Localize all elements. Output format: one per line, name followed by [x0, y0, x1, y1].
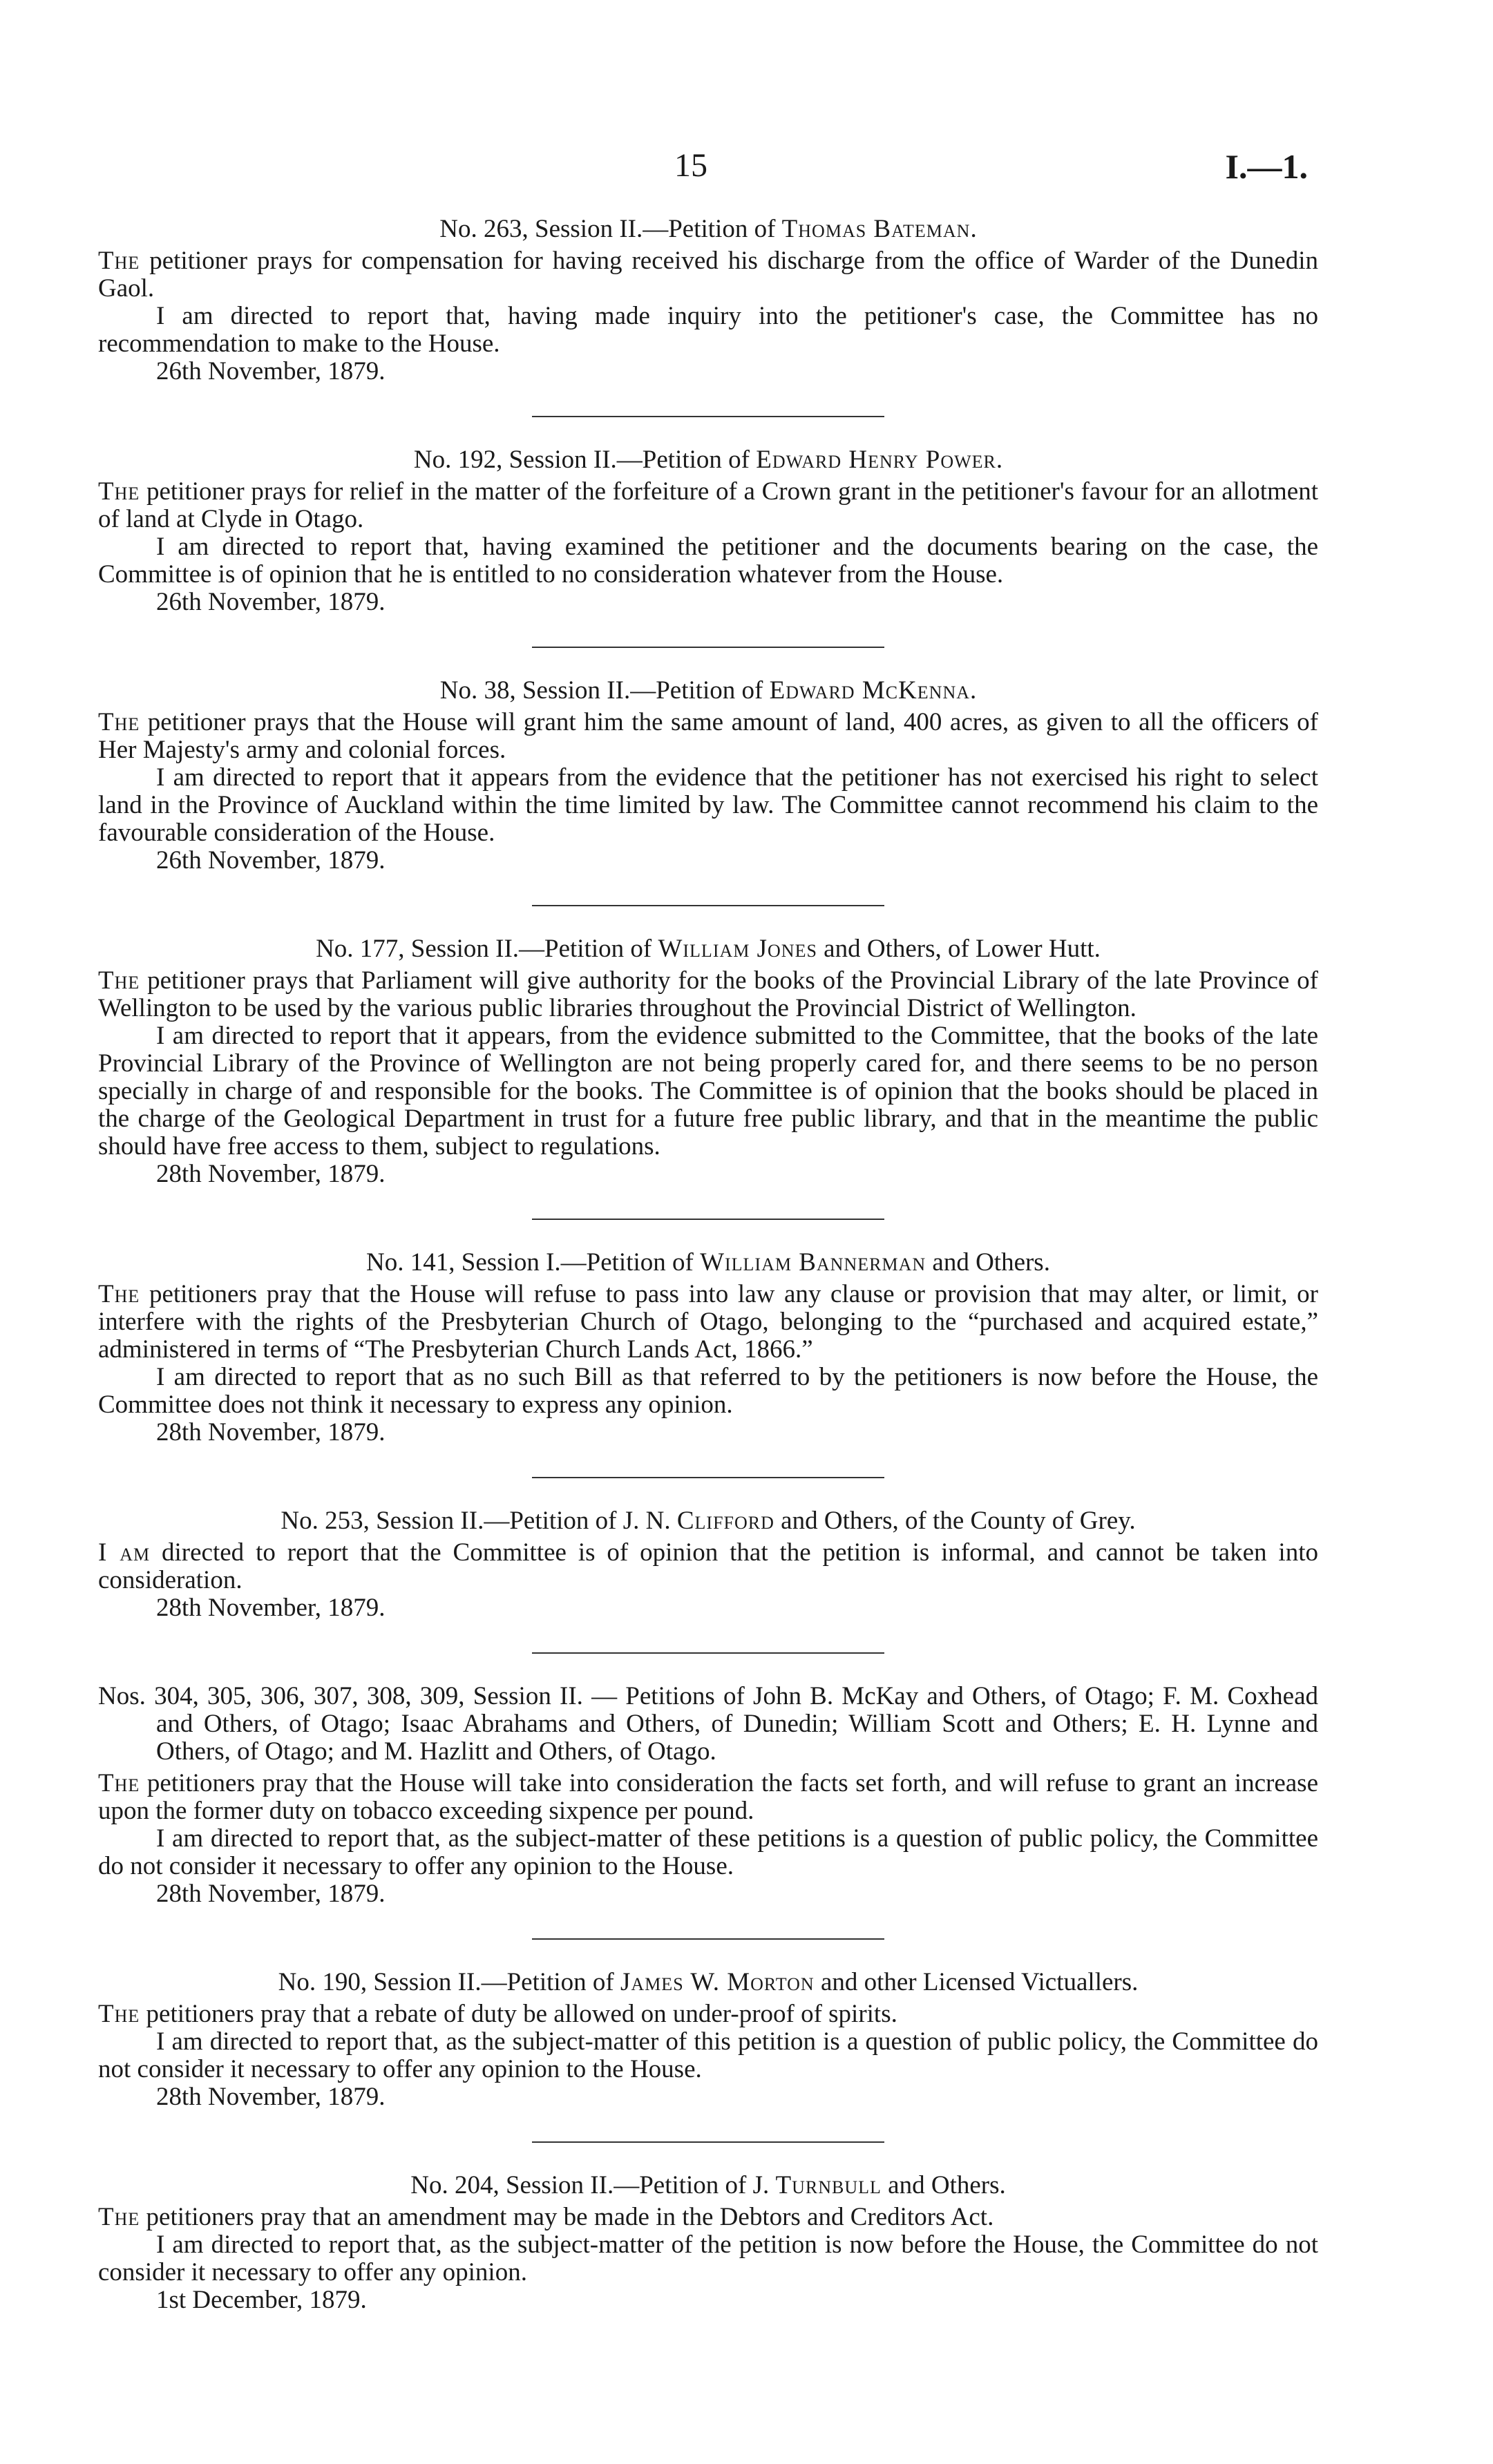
committee-report: I am directed to report that it appears, from the evidence submitted to the Committee, that the books of the late Provincial Library of the Province of Wellington are not being properly cared for, and there seems to be no person specially in charge of and responsible for the books. The Committee is of opinion that the books should be placed in the charge of the Geological Department in trust for a future free public library, and that in the meantime the public should have free access to them, subject to regulations.: [98, 1022, 1318, 1161]
petition-entry: [98, 1683, 1318, 1908]
report-date: 26th November, 1879.: [156, 588, 386, 616]
report-date: 26th November, 1879.: [156, 357, 386, 385]
section-divider: [532, 1652, 884, 1654]
section-divider: [532, 2141, 884, 2143]
petition-prayer: The petitioner prays for compensation for having received his discharge from the office of Warder of the Dunedin Gaol.: [98, 247, 1318, 303]
report-date: 28th November, 1879.: [156, 1880, 386, 1908]
petitioner-name: William Jones: [658, 935, 817, 963]
petitioner-name: Edward McKenna: [769, 676, 970, 705]
committee-report: I am directed to report that, as the subject-matter of this petition is a question of public policy, the Committee do not consider it necessary to offer any opinion to the House.: [98, 2027, 1318, 2083]
report-date: 28th November, 1879.: [156, 1418, 386, 1446]
committee-report: I am directed to report that, having made inquiry into the petitioner's case, the Committee has no recommendation to make to the House.: [98, 302, 1318, 358]
petitioner-name: Clifford: [676, 1507, 774, 1535]
petition-prayer: The petitioners pray that an amendment may be made in the Debtors and Creditors Act.: [98, 2203, 994, 2231]
petitioner-name: William Bannerman: [700, 1248, 926, 1277]
committee-report: I am directed to report that as no such Bill as that referred to by the petitioners is now before the House, the Committee does not think it necessary to express any opinion.: [98, 1363, 1318, 1419]
petition-title: No. 192, Session II.—Petition of Edward Henry Power.: [413, 446, 1003, 474]
committee-report: I am directed to report that, having examined the petitioner and the documents bearing on the case, the Committee is of opinion that he is entitled to no consideration whatever from the House.: [98, 533, 1318, 589]
section-divider: [532, 1477, 884, 1478]
petition-prayer: The petitioner prays that Parliament will give authority for the books of the Provincial Library of the late Province of Wellington to be used by the various public libraries throughout the Provincial District of Wellington.: [98, 966, 1318, 1022]
report-date: 1st December, 1879.: [156, 2286, 367, 2314]
document-reference: I.—1.: [1225, 147, 1308, 186]
petitions-list: [98, 216, 1318, 2314]
petitioner-name: Thomas Bateman: [781, 215, 971, 243]
section-divider: [532, 905, 884, 906]
petition-title: No. 177, Session II.—Petition of William Jones and Others, of Lower Hutt.: [316, 935, 1101, 963]
petition-title: No. 204, Session II.—Petition of J. Turnbull and Others.: [410, 2171, 1006, 2199]
petition-title: No. 141, Session I.—Petition of William Bannerman and Others.: [366, 1248, 1050, 1277]
petition-title: No. 38, Session II.—Petition of Edward McKenna.: [439, 676, 977, 705]
report-date: 28th November, 1879.: [156, 1160, 386, 1188]
petition-prayer: The petitioner prays that the House will grant him the same amount of land, 400 acres, as given to all the officers of Her Majesty's army and colonial forces.: [98, 708, 1318, 764]
committee-report: I am directed to report that it appears from the evidence that the petitioner has not exercised his right to select land in the Province of Auckland within the time limited by law. The Committee cannot recommend his claim to the favourable consideration of the House.: [98, 763, 1318, 847]
petition-entry: [98, 2172, 1318, 2314]
petition-entry: [98, 1249, 1318, 1446]
report-date: 28th November, 1879.: [156, 2083, 386, 2111]
petition-entry: [98, 1507, 1318, 1622]
petitioner-name: Edward Henry Power: [756, 446, 996, 474]
petition-title: No. 253, Session II.—Petition of J. N. Clifford and Others, of the County of Grey.: [280, 1507, 1136, 1535]
report-date: 26th November, 1879.: [156, 846, 386, 875]
committee-report: I am directed to report that, as the subject-matter of the petition is now before the House, the Committee do not consider it necessary to offer any opinion.: [98, 2231, 1318, 2286]
section-divider: [532, 1938, 884, 1940]
petition-entry: [98, 446, 1318, 616]
petition-prayer: The petitioner prays for relief in the matter of the forfeiture of a Crown grant in the petitioner's favour for an allotment of land at Clyde in Otago.: [98, 477, 1318, 533]
petition-prayer: The petitioners pray that a rebate of duty be allowed on under-proof of spirits.: [98, 2000, 897, 2028]
section-divider: [532, 1219, 884, 1220]
committee-report: I am directed to report that, as the subject-matter of these petitions is a question of public policy, the Committee do not consider it necessary to offer any opinion to the House.: [98, 1824, 1318, 1880]
petition-entry: [98, 935, 1318, 1188]
petition-prayer: The petitioners pray that the House will take into consideration the facts set forth, and will refuse to grant an increase upon the former duty on tobacco exceeding sixpence per pound.: [98, 1769, 1318, 1825]
petition-entry: [98, 1969, 1318, 2111]
petitioner-name: Turnbull: [775, 2171, 882, 2199]
petition-title: No. 190, Session II.—Petition of James W. Morton and other Licensed Victuallers.: [278, 1968, 1139, 1996]
petition-title: Nos. 304, 305, 306, 307, 308, 309, Session II. — Petitions of John B. McKay and Others, of Otago; F. M. Coxhead and Others, of Otago; Isaac Abrahams and Others, of Dunedin; William Scott and Others; E. H. Lynne and Others, of Otago; and M. Hazlitt and Others, of Otago.: [98, 1682, 1318, 1766]
petition-entry: [98, 216, 1318, 385]
section-divider: [532, 416, 884, 417]
petition-title: No. 263, Session II.—Petition of Thomas Bateman.: [439, 215, 977, 243]
committee-report: I am directed to report that the Committee is of opinion that the petition is informal, and cannot be taken into consideration.: [98, 1538, 1318, 1594]
petition-entry: [98, 677, 1318, 875]
petition-prayer: The petitioners pray that the House will refuse to pass into law any clause or provision that may alter, or limit, or interfere with the rights of the Presbyterian Church of Otago, belonging to the “purchased and acquired estate,” administered in terms of “The Presbyterian Church Lands Act, 1866.”: [98, 1280, 1318, 1364]
petitioner-name: James W. Morton: [620, 1968, 815, 1996]
page-number: 15: [674, 147, 707, 184]
report-date: 28th November, 1879.: [156, 1594, 386, 1622]
section-divider: [532, 647, 884, 648]
